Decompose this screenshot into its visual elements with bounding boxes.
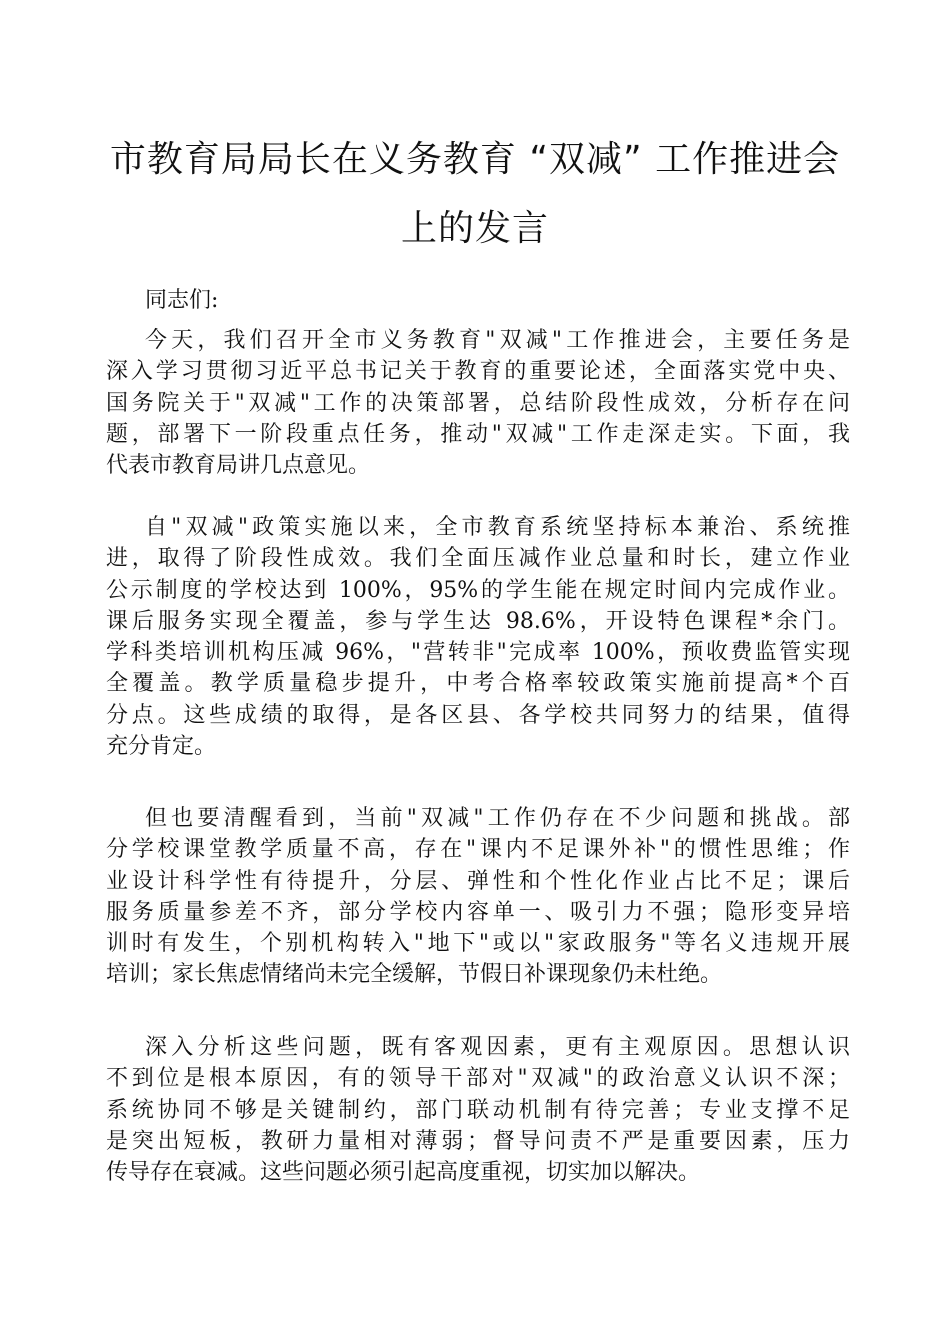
- paragraph-line: 自"双减"政策实施以来，全市教育系统坚持标本兼治、系统推: [145, 515, 850, 540]
- paragraph-line: 但也要清醒看到，当前"双减"工作仍存在不少问题和挑战。部: [145, 806, 850, 831]
- paragraph-line: 今天，我们召开全市义务教育"双减"工作推进会，主要任务是: [145, 328, 850, 353]
- paragraph-line: 深入学习贯彻习近平总书记关于教育的重要论述，全面落实党中央、: [106, 359, 850, 385]
- paragraph-2: [106, 512, 850, 762]
- paragraph-line: 代表市教育局讲几点意见。: [106, 453, 371, 479]
- paragraph-line: 培训；家长焦虑情绪尚未完全缓解，节假日补课现象仍未杜绝。: [106, 962, 723, 988]
- paragraph-line: 不到位是根本原因，有的领导干部对"双减"的政治意义认识不深；: [106, 1066, 850, 1092]
- paragraph-line: 分点。这些成绩的取得，是各区县、各学校共同努力的结果，值得: [106, 702, 850, 728]
- paragraph-line: 课后服务实现全覆盖，参与学生达 98.6%，开设特色课程*余门。: [106, 608, 850, 634]
- paragraph-line: 公示制度的学校达到 100%，95%的学生能在规定时间内完成作业。: [106, 577, 850, 603]
- paragraph-line: 国务院关于"双减"工作的决策部署，总结阶段性成效，分析存在问: [106, 390, 850, 416]
- paragraph-line: 充分肯定。: [106, 734, 217, 760]
- document-title-line-1: 市教育局局长在义务教育 “双减” 工作推进会: [109, 139, 841, 180]
- paragraph-line: 分学校课堂教学质量不高，存在"课内不足课外补"的惯性思维；作: [106, 837, 850, 863]
- paragraph-line: 服务质量参差不齐，部分学校内容单一、吸引力不强；隐形变异培: [106, 899, 850, 925]
- paragraph-line: 训时有发生，个别机构转入"地下"或以"家政服务"等名义违规开展: [106, 931, 850, 957]
- paragraph-line: 题，部署下一阶段重点任务，推动"双减"工作走深走实。下面，我: [106, 421, 850, 447]
- paragraph-line: 进，取得了阶段性成效。我们全面压减作业总量和时长，建立作业: [106, 546, 850, 572]
- paragraph-3: [106, 803, 850, 991]
- salutation: 同志们:: [145, 288, 219, 313]
- document-title-line-2: 上的发言: [400, 208, 549, 249]
- paragraph-line: 深入分析这些问题，既有客观因素，更有主观原因。思想认识: [145, 1035, 850, 1060]
- paragraph-line: 系统协同不够是关键制约，部门联动机制有待完善；专业支撑不足: [106, 1097, 850, 1123]
- paragraph-line: 全覆盖。教学质量稳步提升，中考合格率较政策实施前提高*个百: [106, 671, 850, 697]
- paragraph-line: 是突出短板，教研力量相对薄弱；督导问责不严是重要因素，压力: [106, 1128, 850, 1154]
- paragraph-1: [106, 325, 850, 481]
- paragraph-line: 传导存在衰减。这些问题必须引起高度重视，切实加以解决。: [106, 1160, 701, 1186]
- paragraph-4: [106, 1032, 850, 1188]
- paragraph-line: 业设计科学性有待提升，分层、弹性和个性化作业占比不足；课后: [106, 868, 850, 894]
- paragraph-line: 学科类培训机构压减 96%，"营转非"完成率 100%，预收费监管实现: [106, 640, 850, 666]
